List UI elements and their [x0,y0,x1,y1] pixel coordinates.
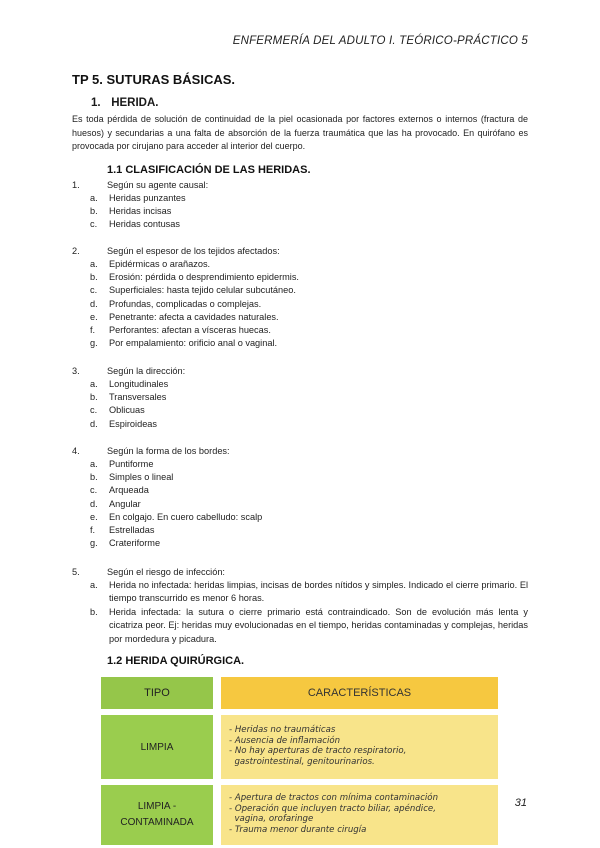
list-item [72,205,532,218]
list-letter: a. [90,580,98,590]
list-item [72,484,532,497]
characteristic-item: - No hay aperturas de tracto respiratorio, [229,746,407,757]
list-letter: b. [90,606,98,617]
list-text: Epidérmicas o arañazos. [109,259,211,269]
list-text: Heridas punzantes [109,193,186,203]
herida-definition-paragraph: Es toda pérdida de solución de continuidad de la piel ocasionada por factores externos o internos (fractura de huesos) y secundarias a una falta de absorción de la fuerza traumática que las ha provocado. En quirófano es provocada por cirujano para acceder al interior del cuerpo. [72,114,528,151]
column-header-tipo: TIPO [101,677,213,709]
list-item [72,271,532,284]
list-item [72,524,532,537]
list-text: Longitudinales [109,379,169,389]
list-text: Herida no infectada: heridas limpias, incisas de bordes nítidos y simples. Indicado el cierre primario. El tiempo transcurrido es menor 6 horas. [109,580,528,604]
list-letter: f. [90,524,96,535]
list-text: Erosión: pérdida o desprendimiento epidermis. [109,272,299,283]
list-text: Estrelladas [109,524,155,535]
section-number: 1. [91,97,101,109]
list-item [72,311,532,324]
list-text: Espiroideas [109,418,158,429]
list-letter: a. [90,379,98,389]
list-item [72,324,532,337]
group-title-row [72,565,528,579]
page-title: TP 5. SUTURAS BÁSICAS. [72,72,236,87]
group-number: 3. [72,366,80,376]
list-text: Heridas incisas [109,206,172,217]
classification-group-2 [72,244,532,350]
list-letter: f. [90,324,96,335]
table-row [101,785,498,845]
caracteristicas-cell [221,715,498,779]
tipo-label: LIMPIA [140,741,174,753]
column-header-caracteristicas: CARACTERÍSTICAS [221,677,498,709]
classification-group-3 [72,364,532,431]
list-letter: g. [90,338,98,349]
group-number: 2. [72,246,80,256]
list-text: Por empalamiento: orificio anal o vaginal. [109,338,278,349]
list-item [72,471,532,484]
list-letter: e. [90,311,98,322]
list-text: Heridas contusas [109,219,180,230]
list-text: Angular [109,498,141,509]
group-number: 5. [72,567,80,577]
list-item [72,458,532,471]
list-text: Oblicuas [109,405,145,416]
characteristic-item: - Ausencia de inflamación [229,735,341,746]
list-letter: a. [90,259,98,269]
group-title: Según la dirección: [107,366,186,376]
list-item [72,192,532,205]
characteristic-item: - Trauma menor durante cirugía [229,825,367,836]
list-text: Transversales [109,392,167,403]
group-title: Según el riesgo de infección: [107,567,225,577]
group-title-row [72,444,532,458]
list-text: Herida infectada: la sutura o cierre primario está contraindicado. Son de evolución más lenta y cicatriza peor. Ej: heridas muy evolucionadas en el tiempo, heridas contaminadas y complejas, heridas por mordedura y picadura. [109,606,528,644]
list-item [72,391,532,404]
list-text: Simples o lineal [109,472,174,483]
list-text: Profundas, complicadas o complejas. [109,298,262,309]
list-text: Arqueada [109,485,149,496]
tipo-label-line2: CONTAMINADA [120,817,194,828]
list-item [72,378,532,391]
classification-group-5 [72,565,528,646]
list-letter: b. [90,206,98,217]
section-title: HERIDA. [111,97,159,109]
characteristic-item: - Operación que incluyen tracto biliar, apéndice, [229,803,436,814]
list-letter: c. [90,219,98,230]
subsection-heading-herida-quirurgica: 1.2 HERIDA QUIRÚRGICA. [107,655,245,667]
group-title: Según la forma de los bordes: [107,446,230,456]
list-letter: a. [90,193,98,203]
group-title: Según el espesor de los tejidos afectados: [107,246,280,256]
page-number: 31 [514,797,527,809]
list-letter: d. [90,418,98,429]
list-letter: b. [90,392,98,403]
section-heading-herida [91,97,158,109]
group-number: 4. [72,446,80,456]
subsection-heading-clasificacion: 1.1 CLASIFICACIÓN DE LAS HERIDAS. [107,164,311,176]
list-item [72,579,528,606]
group-number: 1. [72,180,80,190]
list-item [72,258,532,271]
list-text: Crateriforme [109,538,161,549]
list-text: Penetrante: afecta a cavidades naturales. [109,311,279,322]
list-text: Perforantes: afectan a vísceras huecas. [109,324,271,335]
characteristic-item: - Apertura de tractos con mínima contaminación [229,793,439,803]
list-item [72,498,532,511]
group-title-row [72,178,532,192]
list-letter: a. [90,459,98,469]
list-item [72,511,532,524]
characteristic-item: - Heridas no traumáticas [229,725,336,735]
tipo-cell [101,785,213,845]
list-letter: d. [90,298,98,309]
list-item [72,537,532,550]
table-row [101,715,498,779]
group-title-row [72,244,532,258]
list-item [72,606,528,646]
list-item [72,418,532,431]
list-text: Superficiales: hasta tejido celular subcutáneo. [109,285,296,296]
table-header-row [101,677,498,709]
list-letter: c. [90,405,98,416]
list-item [72,284,532,297]
list-text: En colgajo. En cuero cabelludo: scalp [109,511,263,522]
list-item [72,337,532,350]
list-item [72,298,532,311]
list-text: Puntiforme [109,459,154,469]
group-title-row [72,364,532,378]
list-letter: b. [90,472,98,483]
classification-group-4 [72,444,532,550]
surgical-wound-table [101,677,498,845]
list-letter: e. [90,511,98,522]
list-letter: g. [90,538,98,549]
list-item [72,218,532,231]
group-title: Según su agente causal: [107,180,209,190]
list-letter: d. [90,498,98,509]
characteristic-item: vagina, orofaringe [229,814,314,825]
tipo-label: LIMPIA - [137,801,177,812]
running-header: ENFERMERÍA DEL ADULTO I. TEÓRICO-PRÁCTICO 5 [232,35,528,47]
list-letter: b. [90,272,98,283]
list-letter: c. [90,485,98,496]
list-item [72,404,532,417]
caracteristicas-cell [221,785,498,845]
tipo-cell [101,715,213,779]
list-letter: c. [90,285,98,296]
characteristic-item: gastrointestinal, genitourinarios. [229,757,375,768]
classification-group-1 [72,178,532,232]
